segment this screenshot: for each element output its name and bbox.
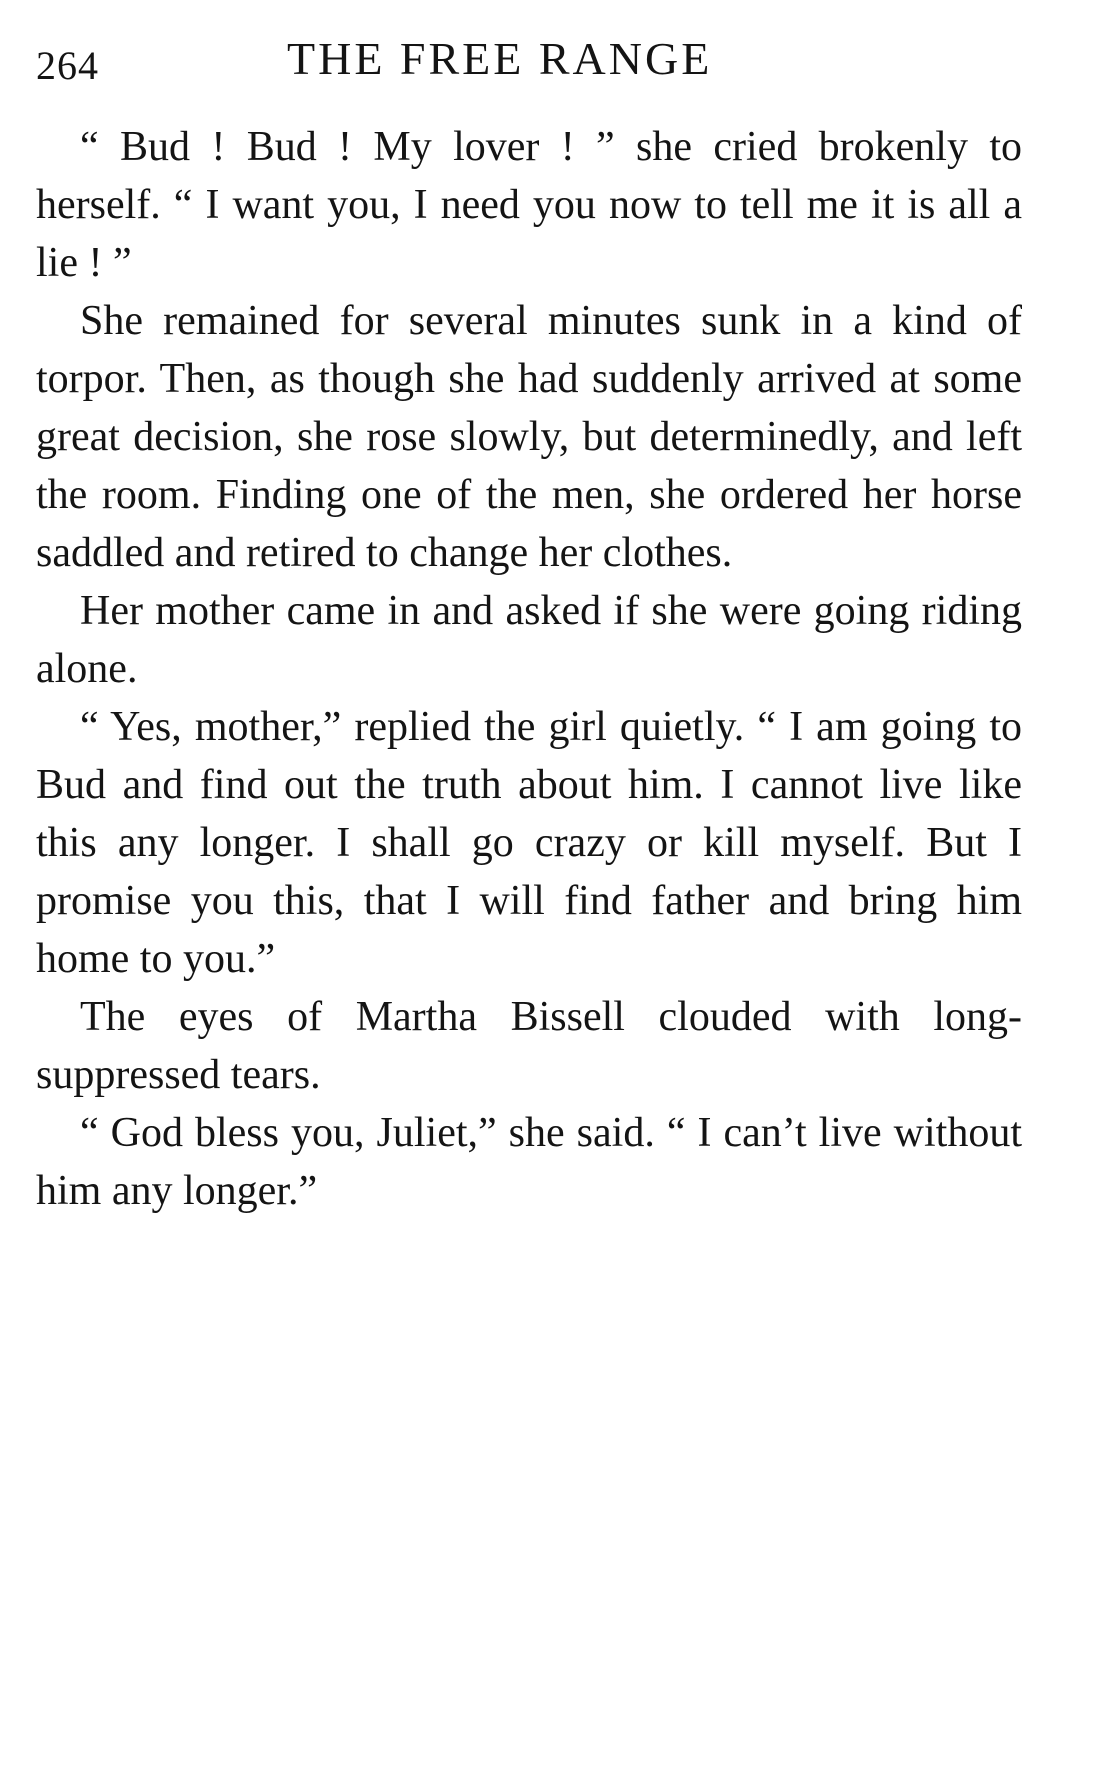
paragraph: The eyes of Martha Bissell clouded with long-suppressed tears. — [36, 994, 1022, 1098]
page-header — [36, 26, 1026, 90]
paragraph: “ God bless you, Juliet,” she said. “ I can’t live without him any longer.” — [36, 1110, 1022, 1214]
running-head: THE FREE RANGE — [287, 33, 713, 84]
paragraph: “ Yes, mother,” replied the girl quietly. “ I am going to Bud and find out the truth about him. I cannot live like this any longer. I shall go crazy or kill myself. But I promise you this, that I will find father and bring him home to you.” — [36, 704, 1022, 982]
paragraph: Her mother came in and asked if she were going riding alone. — [36, 588, 1022, 692]
paragraph: She remained for several minutes sunk in a kind of torpor. Then, as though she had suddenly arrived at some great decision, she rose slowly, but determinedly, and left the room. Finding one of the men, she ordered her horse saddled and retired to change her clothes. — [36, 298, 1022, 576]
body-text — [36, 118, 1022, 1220]
paragraph: “ Bud ! Bud ! My lover ! ” she cried brokenly to herself. “ I want you, I need you now to tell me it is all a lie ! ” — [36, 124, 1022, 286]
page-number: 264 — [36, 43, 99, 88]
